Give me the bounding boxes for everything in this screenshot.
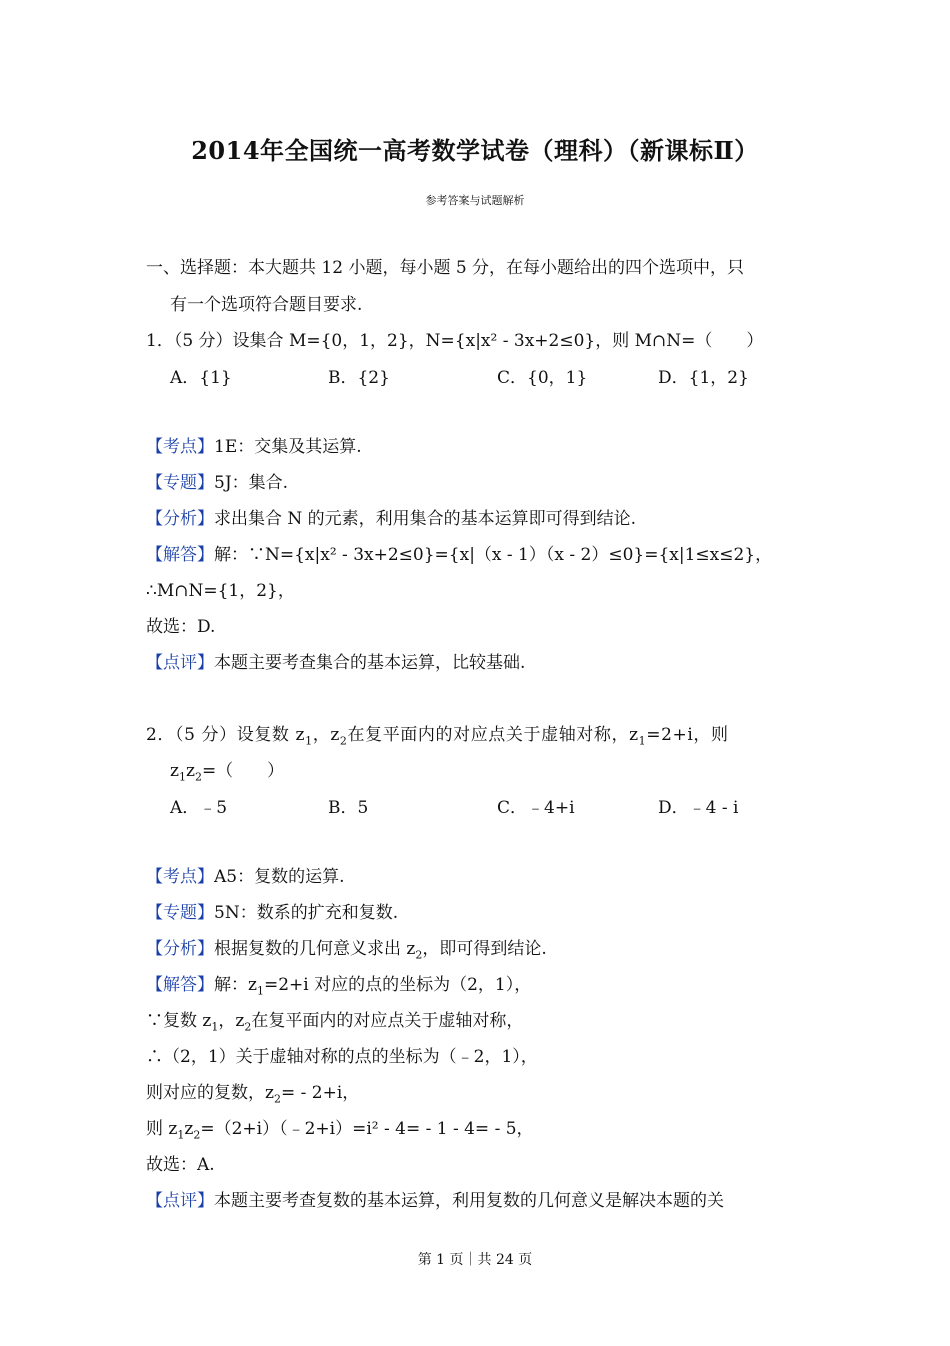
- q2-option-c: C．﹣4+i: [497, 798, 575, 818]
- tag-kaodian: 考点: [163, 867, 197, 887]
- q2-stem-line2: $z_1z_2=$（ ）: [170, 761, 285, 784]
- q1-option-c: C．{0，1}: [497, 368, 588, 388]
- q2-option-d: D．﹣4 - i: [658, 798, 739, 818]
- q1-solution-line3: 故选：D.: [146, 617, 216, 637]
- q1-dianping-text: 本题主要考查集合的基本运算，比较基础.: [214, 653, 526, 673]
- q2-solution-line3: ∴（2，1）关于虚轴对称的点的坐标为（﹣2，1），: [146, 1047, 538, 1067]
- q2-option-b: B．5: [328, 798, 369, 818]
- q1-zhuanti-text: 5J：集合.: [214, 473, 289, 493]
- q1-solution-line2: ∴M∩N={1，2}，: [146, 581, 295, 601]
- q1-jieda-text: 解：∵N={x|x² - 3x+2≤0}={x|（x - 1）（x - 2）≤0}={x|1≤x≤2}，: [214, 545, 773, 565]
- q1-option-d: D．{1，2}: [658, 368, 749, 388]
- tag-fenxi: 分析: [163, 939, 197, 959]
- q2-zhuanti: 【专题】5N：数系的扩充和复数.: [146, 903, 399, 923]
- tag-zhuanti: 专题: [163, 903, 197, 923]
- tag-jieda: 解答: [163, 975, 197, 995]
- q2-kaodian-text: A5：复数的运算.: [214, 867, 345, 887]
- q1-kaodian-text: 1E：交集及其运算.: [214, 437, 362, 457]
- q1-option-b: B．{2}: [328, 368, 390, 388]
- page-footer: 第 1 页｜共 24 页: [417, 1252, 533, 1268]
- q1-option-a: A．{1}: [170, 368, 232, 388]
- q2-fenxi: 【分析】根据复数的几何意义求出 $z_2$，即可得到结论.: [146, 939, 547, 962]
- q2-solution-line2: ∵复数 $z_1$，$z_2$在复平面内的对应点关于虚轴对称，: [146, 1011, 524, 1034]
- tag-fenxi: 分析: [163, 509, 197, 529]
- q1-fenxi: 【分析】求出集合 N 的元素，利用集合的基本运算即可得到结论.: [146, 509, 637, 529]
- q2-jieda: 【解答】解：$z_1=2+i$ 对应的点的坐标为（2，1），: [146, 975, 532, 998]
- section-heading-line1: 一、选择题：本大题共 12 小题，每小题 5 分，在每小题给出的四个选项中，只: [146, 258, 745, 278]
- q2-solution-line6: 故选：A.: [146, 1155, 215, 1175]
- q2-zhuanti-text: 5N：数系的扩充和复数.: [214, 903, 399, 923]
- q1-zhuanti: 【专题】5J：集合.: [146, 473, 289, 493]
- q2-stem: 2．（5 分）设复数 $z_1$，$z_2$在复平面内的对应点关于虚轴对称，$z_1=2+i$，则: [146, 725, 729, 748]
- page-title: 2014年全国统一高考数学试卷（理科）（新课标Ⅱ）: [191, 136, 759, 165]
- q2-solution-line4: 则对应的复数，$z_2= - 2+i$，: [146, 1083, 360, 1106]
- tag-dianping: 点评: [163, 653, 197, 673]
- q1-stem: 1．（5 分）设集合 M={0，1，2}，N={x|x² - 3x+2≤0}，则 M∩N=（ ）: [146, 331, 764, 351]
- tag-dianping: 点评: [163, 1191, 197, 1211]
- section-heading-line2: 有一个选项符合题目要求.: [170, 295, 363, 315]
- q2-dianping: 【点评】本题主要考查复数的基本运算，利用复数的几何意义是解决本题的关: [146, 1191, 724, 1211]
- q1-dianping: 【点评】本题主要考查集合的基本运算，比较基础.: [146, 653, 526, 673]
- q1-jieda: 【解答】解：∵N={x|x² - 3x+2≤0}={x|（x - 1）（x - 2）≤0}={x|1≤x≤2}，: [146, 545, 773, 565]
- tag-kaodian: 考点: [163, 437, 197, 457]
- tag-zhuanti: 专题: [163, 473, 197, 493]
- q1-fenxi-text: 求出集合 N 的元素，利用集合的基本运算即可得到结论.: [214, 509, 637, 529]
- q2-dianping-text: 本题主要考查复数的基本运算，利用复数的几何意义是解决本题的关: [214, 1191, 724, 1211]
- tag-jieda: 解答: [163, 545, 197, 565]
- q2-option-a: A．﹣5: [170, 798, 228, 818]
- q2-kaodian: 【考点】A5：复数的运算.: [146, 867, 345, 887]
- page-subtitle: 参考答案与试题解析: [425, 194, 525, 207]
- q1-kaodian: 【考点】1E：交集及其运算.: [146, 437, 362, 457]
- q2-solution-line5: 则 $z_1z_2=(2+i)(﹣2+i)=i^2 - 4= - 1 - 4= - 5$，: [146, 1119, 534, 1142]
